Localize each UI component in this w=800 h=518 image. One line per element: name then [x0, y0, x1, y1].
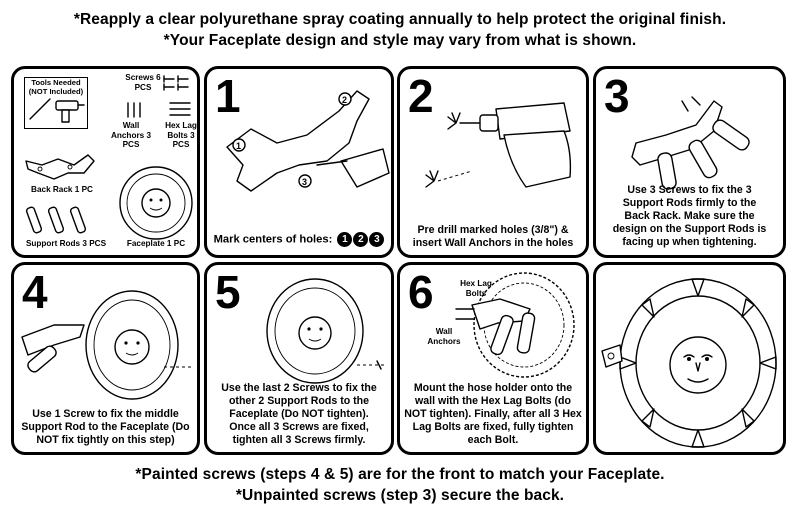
step-5-caption: Use the last 2 Screws to fix the other 2 Support Rods to the Faceplate (Do NOT tighten). Once all 3 Screws are fixed, tighten all 3 Screws firmly.: [221, 382, 377, 446]
step-1-caption-text: Mark centers of holes:: [213, 233, 333, 246]
result-panel: [593, 262, 786, 455]
sun-faceplate-icon: [620, 279, 776, 447]
svg-text:1: 1: [236, 141, 242, 151]
footer-note-2: *Unpainted screws (step 3) secure the back.: [235, 487, 565, 504]
faceplate-label: Faceplate 1 PC: [126, 239, 186, 248]
hex-lag-bolts-label: Hex Lag Bolts 3 PCS: [165, 121, 197, 149]
screwdriver-icon: [30, 99, 50, 119]
step-6-panel: [397, 262, 589, 455]
step-6-caption: Mount the hose holder onto the wall with the Hex Lag Bolts (do NOT tighten). Finally, after all 3 Hex Lag Bolts are fixed, fully tighten each Bolt.: [404, 382, 582, 446]
hole-marker-2: 2: [353, 232, 368, 247]
svg-text:3: 3: [302, 177, 308, 187]
step-1-caption: [211, 232, 387, 247]
screws-label: Screws 6 PCS: [125, 73, 161, 92]
step-3-number: 3: [604, 70, 630, 122]
support-rods-label: Support Rods 3 PCS: [25, 239, 107, 248]
footer-note-1: *Painted screws (steps 4 & 5) are for the front to match your Faceplate.: [135, 466, 665, 483]
step-4-panel: [11, 262, 200, 455]
step-4-number: 4: [22, 266, 48, 318]
step-5-number: 5: [215, 266, 241, 318]
wall-anchors-icon: [128, 103, 140, 117]
step-1-number: 1: [215, 70, 241, 122]
faceplate-icon: [120, 167, 192, 239]
step-2-panel: [397, 66, 589, 258]
drill-bit-burst-icon: [426, 113, 460, 187]
drill-icon: [460, 103, 570, 187]
step-2-caption: Pre drill marked holes (3/8") & insert Wall Anchors in the holes: [412, 224, 574, 249]
step-4-caption: Use 1 Screw to fix the middle Support Rod to the Faceplate (Do NOT fix tightly on this step): [21, 408, 190, 446]
support-rods-icon: [26, 206, 86, 233]
screws-icon: [164, 76, 188, 90]
step-2-number: 2: [408, 70, 434, 122]
step-3-caption: Use 3 Screws to fix the 3 Support Rods firmly to the Back Rack. Make sure the design on the Support Rods is facing up when tightening.: [612, 184, 767, 248]
tools-needed-label: Tools Needed (NOT Included): [28, 78, 84, 96]
drill-icon: [56, 101, 84, 122]
hole-markers: [337, 232, 384, 247]
back-rack-icon: [26, 155, 94, 179]
hex-lag-bolts-callout: Hex Lag Bolts: [460, 279, 492, 298]
svg-text:2: 2: [342, 95, 348, 105]
header-note-2: *Your Faceplate design and style may vary from what is shown.: [163, 32, 637, 49]
hole-marker-1: 1: [337, 232, 352, 247]
final-assembly-illustration: [596, 265, 786, 455]
header-note-1: *Reapply a clear polyurethane spray coating annually to help protect the original finish.: [73, 11, 727, 28]
step-1-panel: [204, 66, 394, 258]
parts-panel: [11, 66, 200, 258]
hex-lag-bolts-icon: [170, 103, 190, 115]
wall-anchors-label: Wall Anchors 3 PCS: [110, 121, 152, 149]
parts-illustration: [14, 69, 200, 258]
step-5-panel: [204, 262, 394, 455]
step-3-panel: [593, 66, 786, 258]
back-rack-label: Back Rack 1 PC: [31, 185, 93, 194]
hole-marker-3: 3: [369, 232, 384, 247]
wall-anchors-callout: Wall Anchors: [427, 327, 461, 346]
step-6-number: 6: [408, 266, 434, 318]
